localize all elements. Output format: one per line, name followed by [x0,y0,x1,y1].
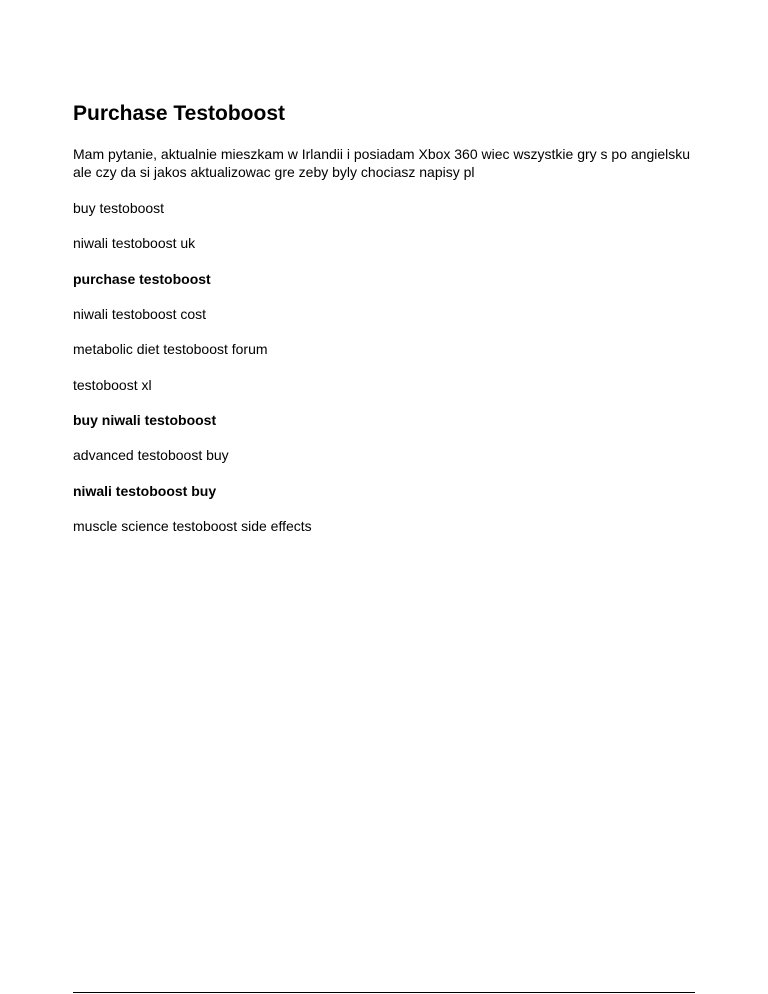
keyword-line-bold: niwali testoboost buy [73,483,217,499]
footer-divider [73,992,695,993]
keyword-line: advanced testoboost buy [73,447,229,463]
keyword-line: metabolic diet testoboost forum [73,341,268,357]
intro-paragraph: Mam pytanie, aktualnie mieszkam w Irlandii i posiadam Xbox 360 wiec wszystkie gry s po angielsku ale czy da si jakos aktualizowac gre zeby byly chociasz napisy pl [73,146,691,180]
keyword-line: niwali testoboost uk [73,235,196,251]
keyword-line: buy testoboost [73,200,165,216]
keyword-line: testoboost xl [73,377,152,393]
keyword-line-bold: buy niwali testoboost [73,412,217,428]
keyword-line: muscle science testoboost side effects [73,518,312,534]
keyword-line: niwali testoboost cost [73,306,207,322]
keyword-line-bold: purchase testoboost [73,271,211,287]
page-title: Purchase Testoboost [73,102,285,125]
